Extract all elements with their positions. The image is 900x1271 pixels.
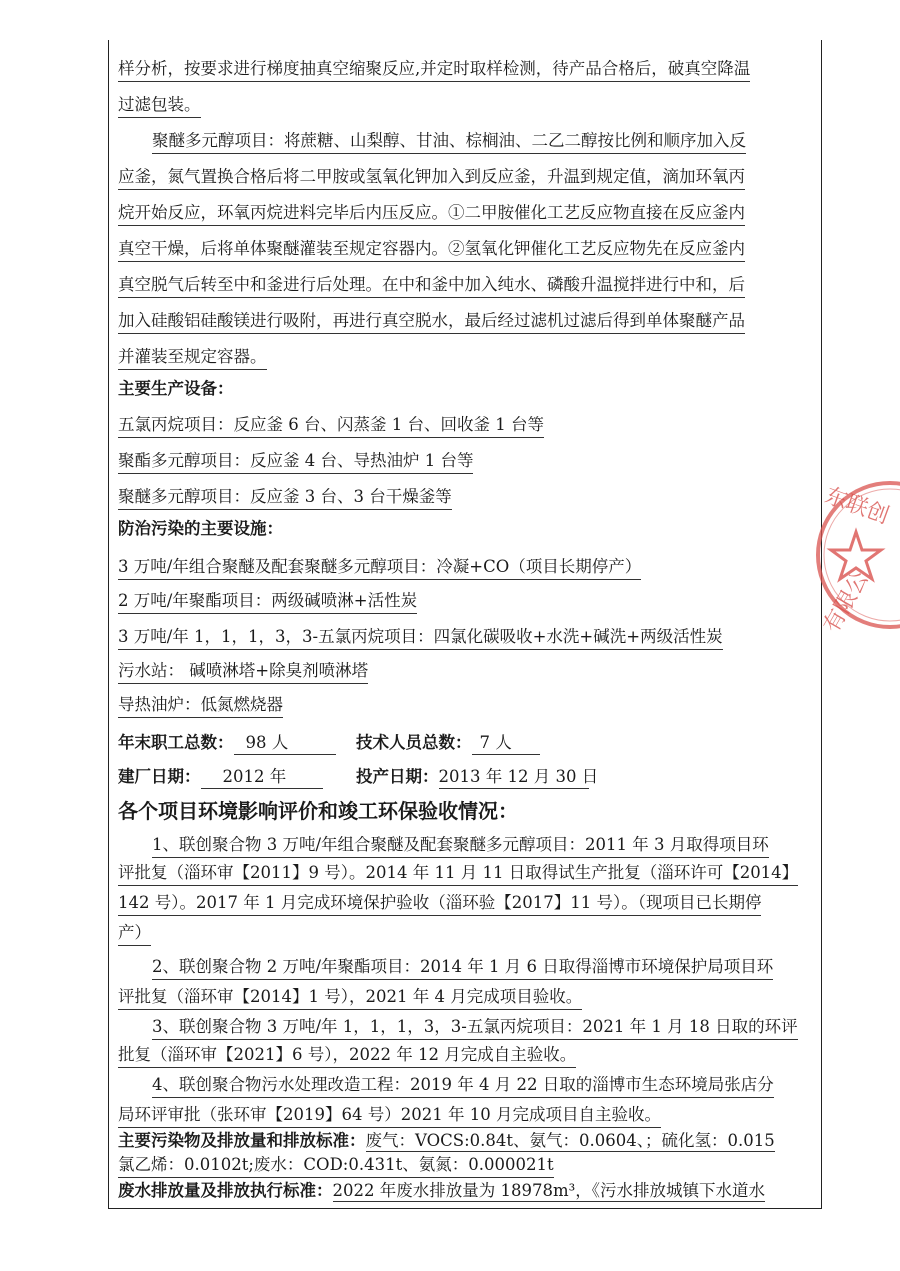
- emission-label: 主要污染物及排放量和排放标准：: [118, 1131, 366, 1150]
- eia-line: 评批复（淄环审【2014】1 号），2021 年 4 月完成项目验收。: [118, 986, 582, 1010]
- emission-row: [118, 1130, 775, 1152]
- start-date-row: [356, 766, 599, 789]
- process-text-line: 过滤包装。: [118, 94, 201, 118]
- eia-line: 1、联创聚合物 3 万吨/年组合聚醚及配套聚醚多元醇项目：2011 年 3 月取得项目环: [152, 834, 769, 858]
- eia-line: 142 号）。2017 年 1 月完成环境保护验收（淄环验【2017】11 号）。（现项目已长期停: [118, 892, 761, 916]
- start-date-value: 2013 年 12 月 30 日: [439, 766, 589, 789]
- polyether-line: 聚醚多元醇项目：将蔗糖、山梨醇、甘油、棕榈油、二乙二醇按比例和顺序加入反: [152, 130, 746, 154]
- wastewater-value: 2022 年废水排放量为 18978m³，《污水排放城镇下水道水: [332, 1181, 765, 1200]
- staff-total-value: 98 人: [234, 732, 336, 755]
- pollution-item: 3 万吨/年组合聚醚及配套聚醚多元醇项目：冷凝+CO（项目长期停产）: [118, 556, 641, 580]
- company-seal: [808, 470, 900, 640]
- staff-tech-label: 技术人员总数：: [356, 733, 472, 752]
- pollution-heading: 防治污染的主要设施：: [118, 519, 283, 538]
- eia-line: 4、联创聚合物污水处理改造工程：2019 年 4 月 22 日取的淄博市生态环境局张店分: [152, 1074, 774, 1098]
- svg-text:有限公: 有限公: [819, 567, 874, 638]
- staff-total-label: 年末职工总数：: [118, 733, 234, 752]
- eia-line: 评批复（淄环审【2011】9 号）。2014 年 11 月 11 日取得试生产批复（淄环许可【2014】: [118, 862, 798, 886]
- pollution-item: 导热油炉：低氮燃烧器: [118, 694, 283, 718]
- staff-tech-row: [356, 732, 540, 755]
- polyether-line: 烷开始反应，环氧丙烷进料完毕后内压反应。①二甲胺催化工艺反应物直接在反应釜内: [118, 202, 745, 226]
- polyether-line: 加入硅酸铝硅酸镁进行吸附，再进行真空脱水，最后经过滤机过滤后得到单体聚醚产品: [118, 310, 745, 334]
- pollution-item: 3 万吨/年 1，1，1，3，3-五氯丙烷项目：四氯化碳吸收+水洗+碱洗+两级活性炭: [118, 626, 723, 650]
- polyether-line: 真空脱气后转至中和釜进行后处理。在中和釜中加入纯水、磷酸升温搅拌进行中和，后: [118, 274, 745, 298]
- equipment-item: 聚醚多元醇项目：反应釜 3 台、3 台干燥釜等: [118, 486, 452, 510]
- pollution-item: 污水站： 碱喷淋塔+除臭剂喷淋塔: [118, 660, 368, 684]
- polyether-line: 并灌装至规定容器。: [118, 346, 267, 370]
- pollution-item: 2 万吨/年聚酯项目：两级碱喷淋+活性炭: [118, 590, 417, 614]
- polyether-line: 应釜，氮气置换合格后将二甲胺或氢氧化钾加入到反应釜，升温到规定值，滴加环氧丙: [118, 166, 745, 190]
- eia-line: 产）: [118, 922, 151, 946]
- process-text-line: 样分析，按要求进行梯度抽真空缩聚反应,并定时取样检测，待产品合格后，破真空降温: [118, 58, 750, 82]
- build-date-label: 建厂日期：: [118, 767, 201, 786]
- equipment-item: 聚酯多元醇项目：反应釜 4 台、导热油炉 1 台等: [118, 450, 473, 474]
- wastewater-label: 废水排放量及排放执行标准：: [118, 1181, 333, 1200]
- emission-value: 废气：VOCS:0.84t、氨气：0.0604、；硫化氢：0.015: [365, 1131, 775, 1150]
- build-date-value: 2012 年: [201, 766, 323, 789]
- wastewater-row: [118, 1180, 765, 1202]
- svg-text:东联创: 东联创: [821, 483, 893, 530]
- build-date-row: [118, 766, 323, 789]
- equipment-heading: 主要生产设备：: [118, 379, 234, 398]
- equipment-item: 五氯丙烷项目：反应釜 6 台、闪蒸釜 1 台、回收釜 1 台等: [118, 414, 544, 438]
- eia-line: 2、联创聚合物 2 万吨/年聚酯项目：2014 年 1 月 6 日取得淄博市环境保护局项目环: [152, 956, 773, 980]
- eia-line: 批复（淄环审【2021】6 号），2022 年 12 月完成自主验收。: [118, 1044, 576, 1068]
- staff-row: [118, 732, 336, 755]
- start-date-label: 投产日期：: [356, 767, 439, 786]
- polyether-line: 真空干燥，后将单体聚醚灌装至规定容器内。②氢氧化钾催化工艺反应物先在反应釜内: [118, 238, 745, 262]
- eia-line: 局环评审批（张环审【2019】64 号）2021 年 10 月完成项目自主验收。: [118, 1104, 661, 1128]
- eia-line: 3、联创聚合物 3 万吨/年 1，1，1，3，3-五氯丙烷项目：2021 年 1 月 18 日取的环评: [152, 1016, 798, 1040]
- staff-tech-value: 7 人: [472, 732, 540, 755]
- eia-heading: 各个项目环境影响评价和竣工环保验收情况：: [118, 799, 518, 823]
- emission-value-line: 氯乙烯：0.0102t;废水：COD:0.431t、氨氮：0.000021t: [118, 1154, 554, 1178]
